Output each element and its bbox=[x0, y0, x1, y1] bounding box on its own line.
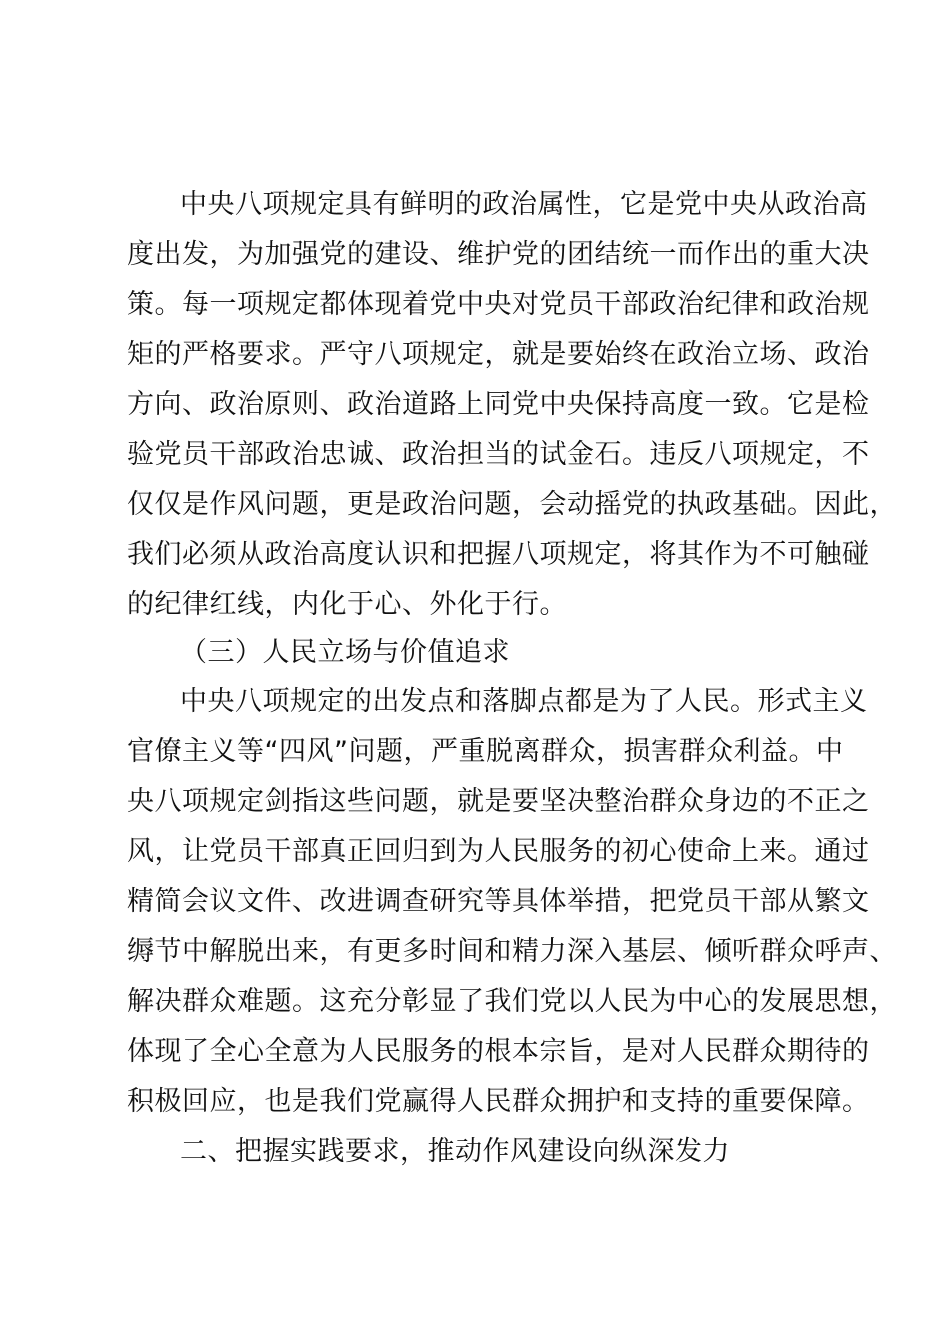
paragraph-line: 矩的严格要求。严守八项规定，就是要始终在政治立场、政治 bbox=[127, 339, 870, 370]
paragraph-line: 方向、政治原则、政治道路上同党中央保持高度一致。它是检 bbox=[127, 389, 870, 420]
chapter-heading: 二、把握实践要求，推动作风建设向纵深发力 bbox=[180, 1136, 730, 1167]
paragraph-line: 官僚主义等“四风”问题，严重脱离群众，损害群众利益。中 bbox=[127, 736, 844, 767]
paragraph-line: 央八项规定剑指这些问题，就是要坚决整治群众身边的不正之 bbox=[127, 786, 870, 817]
section-heading: （三）人民立场与价值追求 bbox=[180, 637, 510, 668]
paragraph-line: 积极回应，也是我们党赢得人民群众拥护和支持的重要保障。 bbox=[127, 1086, 870, 1117]
paragraph-line: 缛节中解脱出来，有更多时间和精力深入基层、倾听群众呼声、 bbox=[127, 936, 897, 967]
paragraph-line: 解决群众难题。这充分彰显了我们党以人民为中心的发展思想， bbox=[127, 986, 897, 1017]
paragraph-line: 的纪律红线，内化于心、外化于行。 bbox=[127, 589, 567, 620]
paragraph-line: 度出发，为加强党的建设、维护党的团结统一而作出的重大决 bbox=[127, 239, 870, 270]
paragraph-line: 我们必须从政治高度认识和把握八项规定，将其作为不可触碰 bbox=[127, 539, 870, 570]
paragraph-line: 验党员干部政治忠诚、政治担当的试金石。违反八项规定，不 bbox=[127, 439, 870, 470]
paragraph-line: 仅仅是作风问题，更是政治问题，会动摇党的执政基础。因此， bbox=[127, 489, 897, 520]
paragraph-line: 精简会议文件、改进调查研究等具体举措，把党员干部从繁文 bbox=[127, 886, 870, 917]
paragraph-line: 策。每一项规定都体现着党中央对党员干部政治纪律和政治规 bbox=[127, 289, 870, 320]
paragraph-line: 风，让党员干部真正回归到为人民服务的初心使命上来。通过 bbox=[127, 836, 870, 867]
paragraph-line: 体现了全心全意为人民服务的根本宗旨，是对人民群众期待的 bbox=[127, 1036, 870, 1067]
paragraph-line: 中央八项规定具有鲜明的政治属性，它是党中央从政治高 bbox=[180, 189, 868, 220]
paragraph-line: 中央八项规定的出发点和落脚点都是为了人民。形式主义 bbox=[180, 686, 868, 717]
